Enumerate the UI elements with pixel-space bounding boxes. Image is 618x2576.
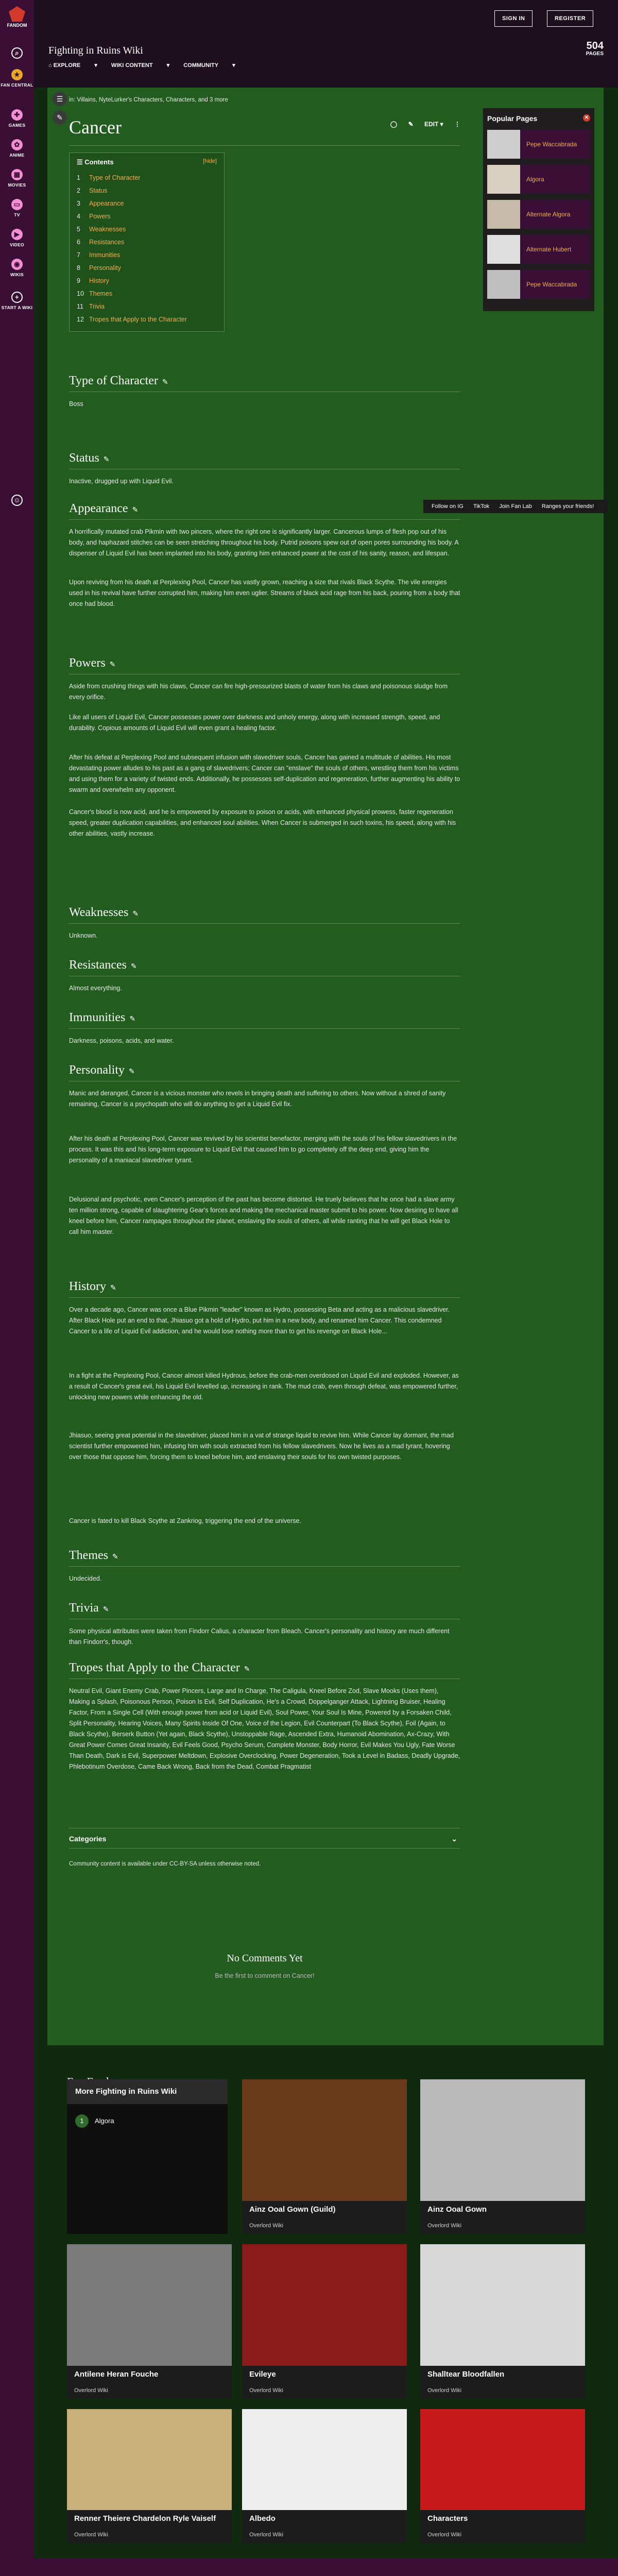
list-item[interactable]: 1 Algora <box>75 2114 114 2128</box>
more-wiki-heading: More Fighting in Ruins Wiki <box>67 2079 228 2104</box>
more-wiki-list <box>67 2079 228 2234</box>
anime-icon: ✿ <box>11 139 23 150</box>
nav-movies[interactable]: ▦ MOVIES <box>0 169 34 188</box>
section-heading-weaknesses: Weaknesses ✎ <box>69 906 139 919</box>
register-button[interactable]: REGISTER <box>547 10 593 27</box>
toc-item[interactable]: 10 Themes <box>77 290 113 297</box>
page-actions <box>381 121 460 128</box>
popular-page-item[interactable]: Pepe Waccabrada <box>487 270 590 299</box>
fan-feed-card[interactable] <box>67 2244 232 2399</box>
comments-heading: No Comments Yet <box>227 1953 303 1964</box>
section-heading-resistances: Resistances ✎ <box>69 958 137 972</box>
nav-wikis[interactable]: ◉ WIKIS <box>0 259 34 277</box>
page-title: Cancer <box>69 117 122 138</box>
card-source: Overlord Wiki <box>427 2223 462 2229</box>
fandom-logo-text: FANDOM <box>7 23 27 28</box>
divider <box>69 145 460 146</box>
popular-page-item[interactable]: Alternate Algora <box>487 200 590 229</box>
divider <box>69 1028 460 1029</box>
edit-section-icon[interactable]: ✎ <box>109 660 116 668</box>
edit-section-icon[interactable]: ✎ <box>132 505 139 514</box>
fan-feed-card[interactable] <box>67 2409 232 2543</box>
edit-section-icon[interactable]: ✎ <box>162 378 168 386</box>
categories-toggle[interactable]: Categories ⌄ <box>69 1828 460 1849</box>
popular-page-item[interactable]: Algora <box>487 165 590 194</box>
paragraph: Unknown. <box>69 932 98 939</box>
section-heading-appearance: Appearance ✎ <box>69 502 139 515</box>
toc-item[interactable]: 2 Status <box>77 187 108 194</box>
section-heading-personality: Personality ✎ <box>69 1063 135 1077</box>
paragraph: After his defeat at Perplexing Pool and subsequent infusion with slavedriver souls, Cancer has gained a multitude of abilities. His most devastating power alludes to his past as a gang of slavedrivers; Cancer can "enslave" the souls of others, wrestling them from his victims and using them for a variety of twisted ends. Additionally, he possesses self-duplication and regeneration, further augmenting his ability to swarm and overwhelm any opponent. <box>69 754 460 793</box>
fan-feed-card[interactable] <box>242 2244 407 2399</box>
edit-section-icon[interactable]: ✎ <box>132 909 139 918</box>
fan-feed-card[interactable] <box>242 2409 407 2543</box>
thumbnail <box>487 165 520 194</box>
table-of-contents: ☰ Contents [hide] 1 Type of Character 2 Status 3 Appearance 4 Powers 5 Weaknesses 6 Resistances 7 Immunities 8 Personality 9 History 10 Themes 11 Trivia 12 Tropes that Apply to the Character <box>69 152 225 332</box>
card-source: Overlord Wiki <box>74 2387 109 2394</box>
paragraph: After his death at Perplexing Pool, Cancer was revived by his scientist benefactor, merging with the souls of his fellow slavedrivers in the process. It was this and his long-term exposure to Liquid Evil that caused him to go completely off the deep end, giving him the personality of a maniacal slavedriver tyrant. <box>69 1135 457 1164</box>
section-heading-status: Status ✎ <box>69 451 110 465</box>
paragraph: Undecided. <box>69 1575 102 1582</box>
divider <box>69 519 460 520</box>
edit-section-icon[interactable]: ✎ <box>130 962 137 970</box>
thumbnail <box>487 235 520 264</box>
card-source: Overlord Wiki <box>249 2387 284 2394</box>
spoilers-link[interactable]: Ranges your friends! <box>541 503 594 510</box>
follow-ig-link[interactable]: Follow on IG <box>432 503 464 510</box>
paragraph: Upon reviving from his death at Perplexing Pool, Cancer has vastly grown, reaching a size that rivals Black Scythe. The vile energies used in his revival have further corrupted him, making him even uglier. Streams of black acid rage from his back, pouring from a body that once had blood. <box>69 579 460 607</box>
divider <box>69 923 460 924</box>
paragraph: Cancer's blood is now acid, and he is empowered by exposure to poison or acids, with enhanced physical prowess, faster regeneration speed, greater duplication capabilities, and enhanced soul abilities. When Cancer is submerged in such toxins, his speed, along with his other abilities, vastly increase. <box>69 808 456 837</box>
more-options-icon[interactable]: ⋮ <box>454 121 460 128</box>
edit-section-icon[interactable]: ✎ <box>110 1283 116 1292</box>
card-title: Antilene Heran Fouche <box>74 2370 159 2379</box>
nav-fan-central[interactable]: ★ FAN CENTRAL <box>0 69 34 88</box>
edit-section-icon[interactable]: ✎ <box>103 455 110 463</box>
card-title: Shalltear Bloodfallen <box>427 2370 505 2379</box>
search-nav[interactable] <box>0 47 34 61</box>
rail-heading: Popular Pages <box>487 114 538 123</box>
nav-start-wiki[interactable]: + START A WIKI <box>0 292 34 310</box>
card-image <box>67 2244 232 2366</box>
paragraph: Manic and deranged, Cancer is a vicious monster who revels in bringing death and suffering to others. Now without a shred of sanity remaining, Cancer is a psychopath who will do anything to get a Liquid Evil fix. <box>69 1090 446 1108</box>
toc-item[interactable]: 4 Powers <box>77 213 111 220</box>
global-nav <box>0 0 34 2576</box>
nav-wiki-content[interactable]: WIKI CONTENT ▾ <box>111 62 170 69</box>
section-heading-type: Type of Character ✎ <box>69 374 168 387</box>
tv-icon: ▭ <box>11 199 23 210</box>
toc-toggle-icon[interactable]: ☰ <box>53 92 67 106</box>
globe-icon: ◉ <box>11 259 23 270</box>
chevron-down-icon: ⌄ <box>451 1835 457 1843</box>
thumbnail <box>487 270 520 299</box>
nav-explore[interactable]: ⌂ EXPLORE ▾ <box>48 62 97 69</box>
comments-subtext[interactable]: Be the first to comment on Cancer! <box>215 1972 315 1979</box>
social-bar <box>423 500 608 513</box>
film-icon: ▦ <box>11 169 23 180</box>
card-title: Ainz Ooal Gown (Guild) <box>249 2205 336 2214</box>
close-icon[interactable]: ✕ <box>583 114 590 122</box>
card-source: Overlord Wiki <box>249 2223 284 2229</box>
comment-icon[interactable]: ◯ <box>390 121 398 128</box>
card-title: Albedo <box>249 2514 276 2523</box>
wiki-nav <box>48 62 248 69</box>
wiki-header <box>34 0 618 88</box>
fan-feed-card[interactable] <box>420 2409 585 2543</box>
paragraph: Over a decade ago, Cancer was once a Blue Pikmin "leader" known as Hydro, possessing Beta and acting as a malicious slavedriver. After Black Hole put an end to that, Jhiasuo got a hold of Hydro, put him in a new body, and renamed him Cancer. This condemned Cancer to a life of Liquid Evil addiction, and he would lose nothing more than to get his revenge on Black Hole... <box>69 1306 450 1335</box>
fandom-logo-icon[interactable] <box>9 6 25 22</box>
nav-account[interactable] <box>0 495 34 508</box>
popular-page-item[interactable]: Alternate Hubert <box>487 235 590 264</box>
card-title: Characters <box>427 2514 468 2523</box>
edit-button[interactable]: ✎ EDIT ▾ <box>408 121 443 128</box>
thumbnail <box>487 200 520 229</box>
nav-tv[interactable]: ▭ TV <box>0 199 34 217</box>
paragraph: Cancer is fated to kill Black Scythe at Zankriog, triggering the end of the universe. <box>69 1517 301 1524</box>
toc-item[interactable]: 11 Trivia <box>77 303 105 310</box>
card-source: Overlord Wiki <box>74 2532 109 2538</box>
plus-icon: + <box>11 292 23 303</box>
paragraph: Inactive, drugged up with Liquid Evil. <box>69 478 174 485</box>
card-image <box>420 2409 585 2510</box>
toc-item[interactable]: 3 Appearance <box>77 200 124 207</box>
thumbnail <box>487 130 520 159</box>
edit-section-icon[interactable]: ✎ <box>129 1067 135 1075</box>
card-source: Overlord Wiki <box>249 2532 284 2538</box>
paragraph: Almost everything. <box>69 985 122 992</box>
paragraph: Some physical attributes were taken from Findorr Calius, a character from Bleach. Cancer's personality and history are much different than Findorr's, though. <box>69 1628 450 1646</box>
paragraph: Neutral Evil, Giant Enemy Crab, Power Pincers, Large and In Charge, The Caligula, Kneel Before Zod, Slave Mooks (Uses them), Making a Splash, Poisonous Person, Poison Is Evil, Self Duplication, He's a Crowd, Doppelganger Attack, Lightning Bruiser, Healing Factor, From a Single Cell (With enough power from acid or Liquid Evil), Soul Power, Your Soul Is Mine, Powered by a Forsaken Child, Split Personality, Hearing Voices, Many Spirits Inside Of One, Voice of the Legion, Evil Counterpart (To Black Scythe), Foil (Again, to Black Scythe), Berserk Button (Yet again, Black Scythe), Unstoppable Rage, Ascended Extra, Humanoid Abomination, Ax-Crazy, With Great Power Comes Great Insanity, Evil Feels Good, Psycho Serum, Complete Monster, Body Horror, Evil Makes You Ugly, Fate Worse Than Death, Dark is Evil, Superpower Meltdown, Explosive Overclocking, Power Degeneration, Took a Level in Badass, Deadly Upgrade, Phlebotinum Overdose, Came Back Wrong, Back from the Dead, Combat Pragmatist <box>69 1687 460 1770</box>
toc-item[interactable]: 6 Resistances <box>77 239 125 246</box>
breadcrumb[interactable]: in: Villains, NyteLurker's Characters, Characters, and 3 more <box>69 97 228 103</box>
section-heading-trivia: Trivia ✎ <box>69 1601 109 1615</box>
edit-section-icon[interactable]: ✎ <box>244 1665 250 1673</box>
site-footer <box>34 2558 618 2576</box>
card-image <box>242 2079 407 2201</box>
sign-in-button[interactable]: SIGN IN <box>494 10 533 27</box>
divider <box>69 1566 460 1567</box>
toc-item[interactable]: 1 Type of Character <box>77 174 141 181</box>
edit-section-icon[interactable]: ✎ <box>112 1552 118 1561</box>
card-title: Evileye <box>249 2370 276 2379</box>
section-heading-immunities: Immunities ✎ <box>69 1011 136 1024</box>
section-heading-tropes: Tropes that Apply to the Character ✎ <box>69 1661 250 1674</box>
toc-item[interactable]: 9 History <box>77 277 109 284</box>
fan-feed-card[interactable] <box>420 2079 585 2234</box>
paragraph: Boss <box>69 400 83 408</box>
fan-feed-card[interactable] <box>242 2079 407 2234</box>
play-icon: ▶ <box>11 229 23 240</box>
toc-item[interactable]: 7 Immunities <box>77 251 121 259</box>
edit-section-icon[interactable]: ✎ <box>129 1014 136 1023</box>
search-icon: ⌕ <box>11 47 23 59</box>
page-frame <box>47 88 604 2045</box>
card-image <box>420 2244 585 2366</box>
edit-pencil-icon[interactable]: ✎ <box>53 110 67 125</box>
nav-video[interactable]: ▶ VIDEO <box>0 229 34 247</box>
section-heading-powers: Powers ✎ <box>69 656 116 670</box>
card-image <box>242 2409 407 2510</box>
toc-item[interactable]: 8 Personality <box>77 264 121 272</box>
star-icon: ★ <box>11 69 23 80</box>
card-image <box>420 2079 585 2201</box>
section-heading-history: History ✎ <box>69 1280 116 1293</box>
user-icon: ☺ <box>11 495 23 506</box>
paragraph: Delusional and psychotic, even Cancer's perception of the past has become distorted. He truely believes that he once had a slave army ten million strong, capable of slaughtering Gear's forces and making the mechanical master submit to his power. Now desiring to have all kneel before him, Cancer rampages throughout the planet, enslaving the souls of others, all while ranting that he will get Black Hole to call him master. <box>69 1196 458 1235</box>
card-source: Overlord Wiki <box>427 2532 462 2538</box>
toc-item[interactable]: 12 Tropes that Apply to the Character <box>77 316 187 323</box>
nav-anime[interactable]: ✿ ANIME <box>0 139 34 158</box>
page-count: 504 PAGES <box>586 40 604 57</box>
fan-lab-link[interactable]: Join Fan Lab <box>499 503 532 510</box>
card-image <box>67 2409 232 2510</box>
page-tools <box>53 92 67 129</box>
toc-heading: Contents <box>84 158 114 166</box>
paragraph: Darkness, poisons, acids, and water. <box>69 1037 174 1044</box>
toc-item[interactable]: 5 Weaknesses <box>77 226 126 233</box>
card-title: Renner Theiere Chardelon Ryle Vaiself <box>74 2514 216 2523</box>
license-text: Community content is available under CC-BY-SA unless otherwise noted. <box>69 1861 261 1867</box>
paragraph: Aside from crushing things with his claws, Cancer can fire high-pressurized blasts of water from his claws and poisonous sludge from every orifice. <box>69 683 448 701</box>
edit-section-icon[interactable]: ✎ <box>102 1605 109 1613</box>
card-source: Overlord Wiki <box>427 2387 462 2394</box>
toc-hide-link[interactable]: [hide] <box>203 158 217 164</box>
controller-icon: ✚ <box>11 109 23 121</box>
paragraph: In a fight at the Perplexing Pool, Cancer almost killed Hydrous, before the crab-men overdosed on Liquid Evil and exploded. However, as a result of Cancer's great evil, his Liquid Evil levelled up, increasing in rank. The mud crab, even through defeat, was empowered further, unlocking new powers while enhancing the old. <box>69 1372 459 1401</box>
paragraph: Like all users of Liquid Evil, Cancer possesses power over darkness and unholy energy, along with increased strength, speed, and durability. Copious amounts of Liquid Evil will even grant a healing factor. <box>69 714 440 732</box>
popular-page-item[interactable]: Pepe Waccabrada <box>487 130 590 159</box>
nav-games[interactable]: ✚ GAMES <box>0 109 34 128</box>
card-image <box>242 2244 407 2366</box>
section-heading-themes: Themes ✎ <box>69 1549 118 1562</box>
paragraph: A horrifically mutated crab Pikmin with two pincers, where the right one is significantly larger. Cancerous lumps of flesh pop out of his body, and haphazard stitches can be seen stretching throughout his body. Putrid poisons spew out of open pores surrounding his body. A dispenser of Liquid Evil has been implanted into his body, granting him enhanced power at the cost of his sanity, reason, and lifespan. <box>69 528 459 557</box>
nav-community[interactable]: COMMUNITY ▾ <box>183 62 235 69</box>
paragraph: Jhiasuo, seeing great potential in the slavedriver, placed him in a vat of strange liquid to revive him. While Cancer lay dormant, the mad scientist further empowered him, infusing him with souls extracted from his fellow slavedrivers. Now he lives as a mad tyrant, hovering over those that oppose him, forcing them to kneel before him, and enslaving their souls for his own twisted purposes. <box>69 1432 454 1461</box>
fan-feed-card[interactable] <box>420 2244 585 2399</box>
card-title: Ainz Ooal Gown <box>427 2205 487 2214</box>
popular-pages-rail <box>483 108 594 311</box>
tiktok-link[interactable]: TikTok <box>473 503 490 510</box>
wiki-name[interactable]: Fighting in Ruins Wiki <box>48 45 143 56</box>
divider <box>69 1297 460 1298</box>
